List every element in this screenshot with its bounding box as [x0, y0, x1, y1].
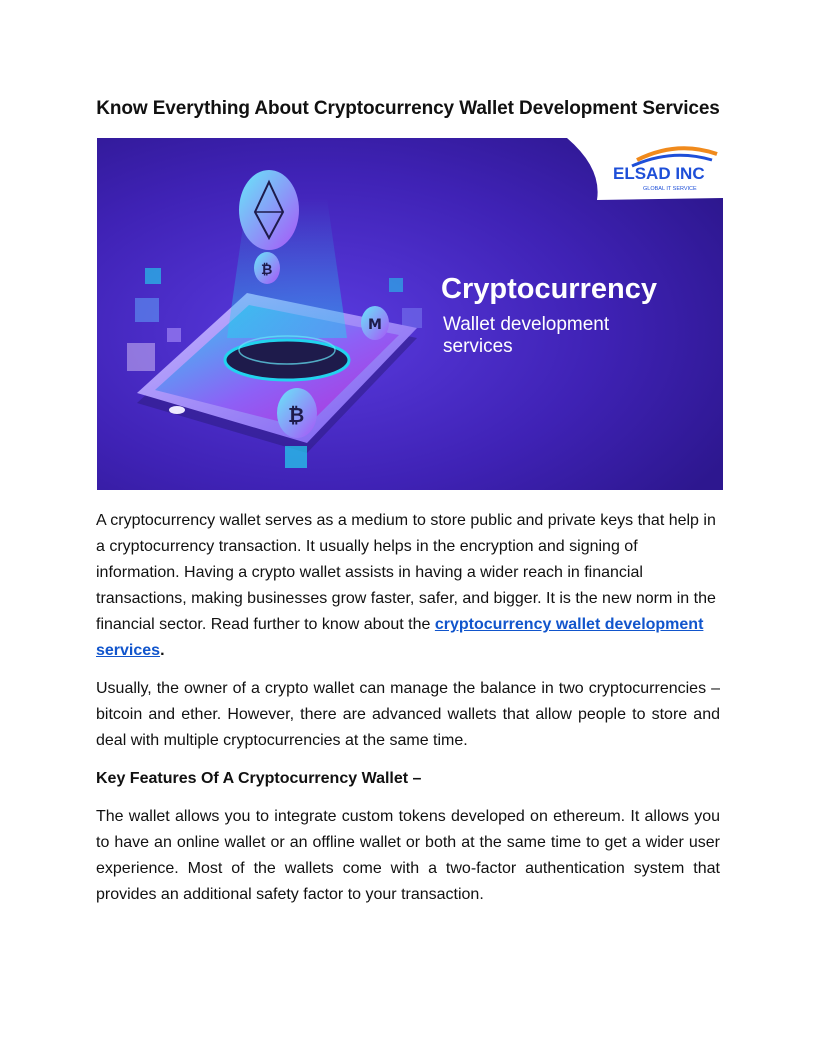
ethereum-coin — [239, 170, 299, 250]
bitcoin-coin-top — [254, 252, 280, 284]
logo-text: ELSAD INC — [613, 164, 705, 183]
paragraph-balance: Usually, the owner of a crypto wallet can manage the balance in two cryptocurrencies – bitcoin and ether. However, there are advanced wallets that allow people to store and deal with multiple cryptocurrencies at the same time. — [96, 680, 720, 749]
banner-subline-1: Wallet development — [443, 314, 610, 335]
hologram-ring — [225, 340, 349, 380]
paragraph-intro — [96, 508, 720, 664]
banner-illustration — [97, 138, 723, 490]
svg-text:₿: ₿ — [261, 262, 273, 278]
paragraph-intro-text: A cryptocurrency wallet serves as a medium to store public and private keys that help in a cryptocurrency transaction. It usually helps in the encryption and signing of information. Having a crypto wallet assists in having a wider reach in financial transactions, making businesses grow faster, safer, and bigger. It is the new norm in the financial sector. Read further to know about the — [96, 512, 716, 633]
logo-tagline: GLOBAL IT SERVICE — [643, 186, 697, 192]
paragraph-features: The wallet allows you to integrate custom tokens developed on ethereum. It allows you to have an online wallet or an offline wallet or both at the same time to get a wider user experience. Most of the wallets come with a two-factor authentication system that provides an additional safety factor to your transaction. — [96, 808, 720, 903]
monero-coin — [361, 306, 389, 340]
svg-text:₿: ₿ — [288, 403, 305, 427]
article-body — [96, 508, 720, 920]
banner-subline-2: services — [443, 336, 513, 357]
section-heading: Key Features Of A Cryptocurrency Wallet – — [96, 770, 422, 787]
svg-text:M: M — [368, 317, 382, 333]
banner-headline: Cryptocurrency — [441, 273, 657, 305]
paragraph-intro-end: . — [160, 642, 165, 659]
hero-banner — [97, 138, 723, 490]
wallet-services-link[interactable]: cryptocurrency wallet development services — [96, 616, 704, 659]
document-title: Know Everything About Cryptocurrency Wallet Development Services — [96, 98, 720, 119]
